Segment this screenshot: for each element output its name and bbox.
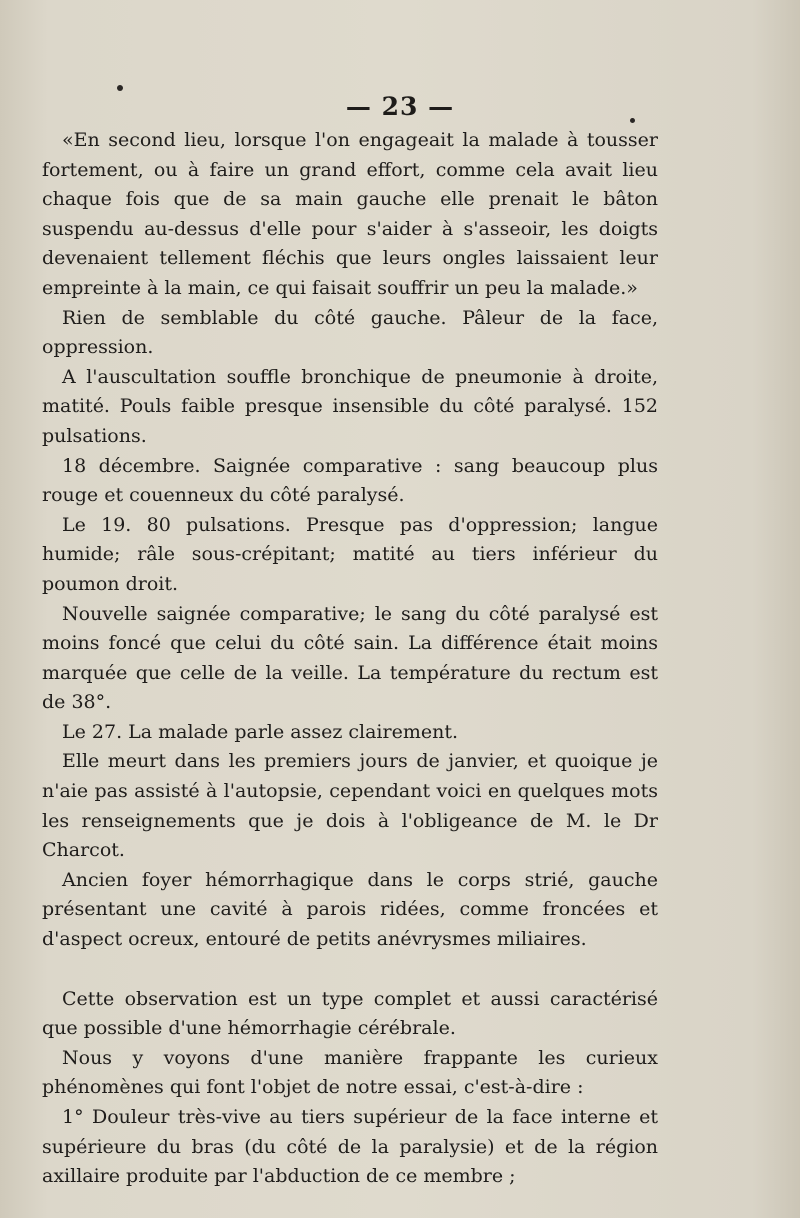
paragraph: Nouvelle saignée comparative; le sang du côté paralysé est moins foncé que celui du côté sain. La différence était moins marquée que celle de la veille. La température du rectum est de 38°. bbox=[42, 602, 658, 714]
paragraph: Rien de semblable du côté gauche. Pâleur de la face, oppression. bbox=[42, 306, 658, 359]
page-number: — 23 — bbox=[345, 92, 455, 121]
body-text bbox=[42, 126, 658, 1192]
paragraph: Cette observation est un type complet et aussi caractérisé que possible d'une hémorrhagie cérébrale. bbox=[42, 987, 658, 1040]
paragraph: Elle meurt dans les premiers jours de janvier, et quoique je n'aie pas assisté à l'autopsie, cependant voici en quelques mots les renseignements que je dois à l'obligeance de M. le Dr Charcot. bbox=[42, 750, 658, 862]
paragraph: «En second lieu, lorsque l'on engageait la malade à tousser fortement, ou à faire un grand effort, comme cela avait lieu chaque fois que de sa main gauche elle prenait le bâton suspendu au-dessus d'elle pour s'aider à s'asseoir, les doigts devenaient tellement fléchis que leurs ongles laissaient leur empreinte à la main, ce qui faisait souffrir un peu la malade.» bbox=[42, 129, 658, 299]
paragraph: 18 décembre. Saignée comparative : sang beaucoup plus rouge et couenneux du côté paralysé. bbox=[42, 454, 658, 507]
paragraph: A l'auscultation souffle bronchique de pneumonie à droite, matité. Pouls faible presque insensible du côté paralysé. 152 pulsations. bbox=[42, 365, 658, 447]
paragraph: Nous y voyons d'une manière frappante les curieux phénomènes qui font l'objet de notre essai, c'est-à-dire : bbox=[42, 1046, 658, 1099]
ink-spot bbox=[117, 85, 123, 91]
paragraph: 1° Douleur très-vive au tiers supérieur de la face interne et supérieure du bras (du côté de la paralysie) et de la région axillaire produite par l'abduction de ce membre ; bbox=[42, 1106, 658, 1188]
paragraph: Ancien foyer hémorrhagique dans le corps strié, gauche présentant une cavité à parois ridées, comme froncées et d'aspect ocreux, entouré de petits anévrysmes miliaires. bbox=[42, 868, 658, 951]
paragraph: Le 19. 80 pulsations. Presque pas d'oppression; langue humide; râle sous-crépitant; matité au tiers inférieur du poumon droit. bbox=[42, 513, 658, 595]
paragraph: Le 27. La malade parle assez clairement. bbox=[62, 720, 459, 743]
